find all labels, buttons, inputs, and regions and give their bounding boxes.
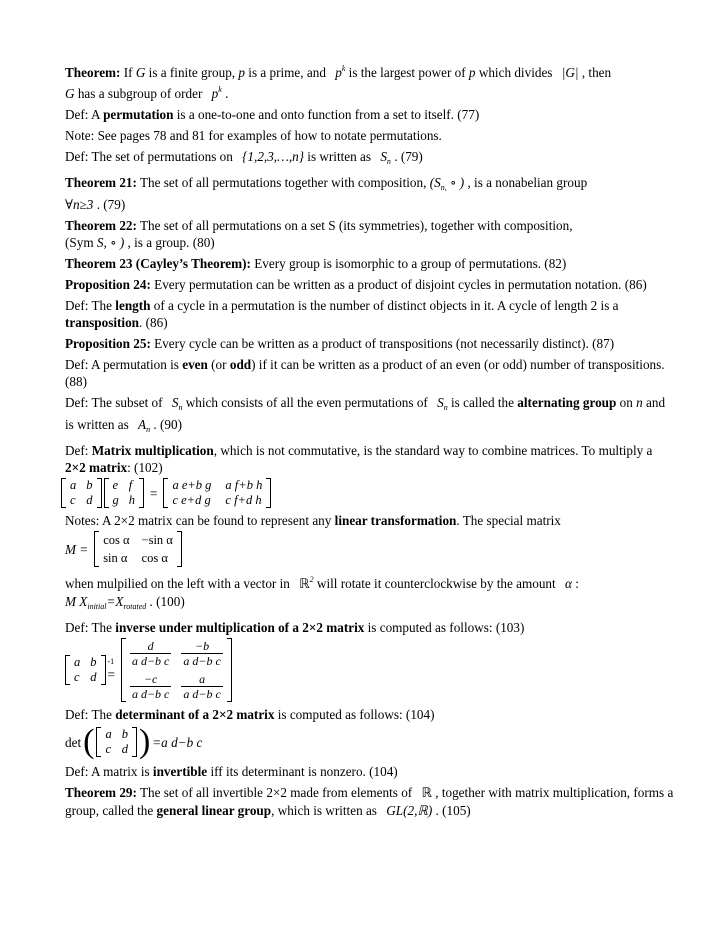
inverse-formula <box>65 638 675 702</box>
theorem-label: Theorem 21: <box>65 175 137 190</box>
text: , is a nonabelian group <box>464 175 588 190</box>
equals: = <box>150 485 158 501</box>
math-pk: $p^k$ <box>335 64 346 80</box>
text: , then <box>578 65 612 80</box>
text: . (79) <box>390 149 423 164</box>
def-alternating-group <box>65 394 675 438</box>
rotation-equation: M $X_{initial}=X_{rotated}$ . (100) <box>65 594 185 611</box>
text: is a finite group, <box>145 65 239 80</box>
text: Def: The set of permutations on <box>65 149 237 164</box>
term: Matrix multiplication <box>91 443 214 458</box>
text: when mulpilied on the left with a vector in <box>65 576 294 591</box>
text: on <box>616 395 637 410</box>
text: . The special matrix <box>456 513 561 528</box>
rotation-lhs: M = <box>65 541 89 557</box>
def-inverse <box>65 619 675 636</box>
text: ) if it can be written as a product of an even (or odd) number of transpositions. (88) <box>65 357 665 389</box>
text: , which is not commutative, is the standard way to combine matrices. To multiply a <box>213 443 653 458</box>
term: alternating group <box>517 395 617 410</box>
text: and is written as <box>65 395 666 432</box>
text: is computed as follows: (103) <box>364 620 525 635</box>
def-determinant <box>65 706 675 723</box>
math: G <box>135 65 146 80</box>
text: The set of all invertible 2×2 made from elements of <box>136 785 416 800</box>
det-function: det <box>65 734 82 750</box>
math-sym: (Sym S, ∘ ) <box>65 235 125 250</box>
math: p <box>238 65 245 80</box>
term: odd <box>229 357 252 372</box>
math: n <box>636 395 643 410</box>
determinant-formula <box>65 725 675 759</box>
text: (or <box>207 357 230 372</box>
math-quantifier: ∀n≥3 <box>65 197 94 212</box>
theorem-21 <box>65 174 675 213</box>
text: Def: <box>65 443 92 458</box>
text: Notes: A 2×2 matrix can be found to represent any <box>65 513 335 528</box>
term: length <box>115 298 151 313</box>
text: If <box>123 65 136 80</box>
inverse-exponent-eq: -1 = <box>107 656 115 682</box>
proposition-24 <box>65 276 675 293</box>
math-alpha: α <box>565 576 572 591</box>
note-notation: Note: See pages 78 and 81 for examples of how to notate permutations. <box>65 128 442 143</box>
math-R2: ℝ$^2$ <box>299 575 314 592</box>
matrix-rotation: cos α −sin α sin α cos α <box>94 531 182 567</box>
notes-rotation <box>65 571 675 593</box>
term: inverse under multiplication of a 2×2 matrix <box>115 620 365 635</box>
text: : (102) <box>127 460 163 475</box>
theorem-23 <box>65 255 675 272</box>
matrix-product: a e+b g a f+b h c e+d g c f+d h <box>163 478 271 508</box>
term: general linear group <box>156 803 272 818</box>
matrix-a: a b c d <box>96 727 137 757</box>
matrix-a: a b c d <box>61 478 102 508</box>
term: transposition <box>65 315 140 330</box>
def-symmetric-group <box>65 148 675 170</box>
text: Def: The <box>65 298 116 313</box>
math: G <box>65 86 75 101</box>
text: which consists of all the even permutations of <box>185 395 432 410</box>
math-order: |G| <box>561 65 579 80</box>
matrix-inverse: $\frac{d}{\text{a d−b c}}$ $\frac{-b}{\text{a d−b c}}$ $\frac{-c}{\text{a d−b c}}$ $\frac{a}{\text{a d−b c}}$ <box>121 638 232 702</box>
theorem-sylow <box>65 60 675 102</box>
text: . (86) <box>139 315 168 330</box>
math-R: ℝ <box>421 786 432 801</box>
term: invertible <box>152 764 208 779</box>
text: will rotate it counterclockwise by the amount <box>316 576 559 591</box>
matrix-b: e f g h <box>104 478 145 508</box>
text: is computed as follows: (104) <box>274 707 435 722</box>
theorem-label: Theorem 22: <box>65 218 137 233</box>
text: which divides <box>475 65 556 80</box>
text: Def: The <box>65 707 116 722</box>
math-Sn: $S_n$ <box>380 149 391 166</box>
text: , together with matrix multiplication, forms a group, called the <box>65 785 674 818</box>
term: determinant of a 2×2 matrix <box>115 707 275 722</box>
def-even-odd <box>65 356 675 390</box>
def-permutation <box>65 106 675 123</box>
text: is a one-to-one and onto function from a set to itself. (77) <box>173 107 480 122</box>
def-length <box>65 297 675 331</box>
def-matrix-multiplication <box>65 442 675 476</box>
text: Every permutation can be written as a product of disjoint cycles in permutation notation. (86) <box>150 277 647 292</box>
text: is a prime, and <box>244 65 330 80</box>
text: Every group is isomorphic to a group of permutations. (82) <box>250 256 567 271</box>
text: Every cycle can be written as a product of transpositions (not necessarily distinct). (87) <box>150 336 615 351</box>
text: is called the <box>451 395 518 410</box>
text: . (79) <box>93 197 126 212</box>
proposition-label: Proposition 25: <box>65 336 151 351</box>
text: has a subgroup of order <box>74 86 206 101</box>
theorem-label: Theorem: <box>65 65 121 80</box>
text: , is a group. (80) <box>124 235 215 250</box>
theorem-29 <box>65 784 675 819</box>
math-GL: GL(2,ℝ) <box>386 803 433 818</box>
math-Sn: $S_n$ <box>171 395 183 412</box>
math-An: $A_n$ <box>138 417 151 434</box>
math: p <box>468 65 476 80</box>
matrix-product-formula <box>61 478 675 508</box>
text: . (90) <box>150 417 182 432</box>
text: iff its determinant is nonzero. (104) <box>207 764 398 779</box>
notes-page <box>65 60 675 823</box>
theorem-label: Theorem 29: <box>65 785 137 800</box>
text: is written as <box>307 149 375 164</box>
math-pair: ($S_{n,}$ ∘ ) <box>429 175 465 192</box>
proposition-label: Proposition 24: <box>65 277 151 292</box>
math-Sn: $S_n$ <box>437 395 448 412</box>
text: . <box>221 86 229 101</box>
term: permutation <box>103 107 174 122</box>
text: The set of all permutations on a set S (its symmetries), together with composition, <box>136 218 573 233</box>
text: Def: A permutation is <box>65 357 183 372</box>
text: , which is written as <box>271 803 381 818</box>
text: The set of all permutations together with composition, <box>136 175 430 190</box>
text: : <box>571 576 579 591</box>
text: . (105) <box>432 803 471 818</box>
proposition-25 <box>65 335 675 352</box>
matrix-a: a b c d <box>65 655 106 685</box>
text: Def: The subset of <box>65 395 166 410</box>
paren-right: ) <box>138 723 151 760</box>
text: Def: A matrix is <box>65 764 153 779</box>
text: Def: A <box>65 107 104 122</box>
rotation-matrix <box>65 531 675 567</box>
paren-left: ( <box>83 723 95 760</box>
math-set: {1,2,3,…,n} <box>242 149 304 164</box>
text: Def: The <box>65 620 116 635</box>
term: 2×2 matrix <box>65 460 128 475</box>
text: of a cycle in a permutation is the number of distinct objects in it. A cycle of length 2 is a <box>150 298 619 313</box>
theorem-label: Theorem 23 (Cayley’s Theorem): <box>65 256 251 271</box>
det-result: =a d−b c <box>152 734 203 750</box>
theorem-22 <box>65 217 675 251</box>
term: linear transformation <box>334 513 457 528</box>
term: even <box>182 357 208 372</box>
text: is the largest power of <box>348 65 469 80</box>
notes-linear-transformation <box>65 512 675 529</box>
def-invertible <box>65 763 675 780</box>
math-pk2: $p^k$ <box>211 85 222 101</box>
